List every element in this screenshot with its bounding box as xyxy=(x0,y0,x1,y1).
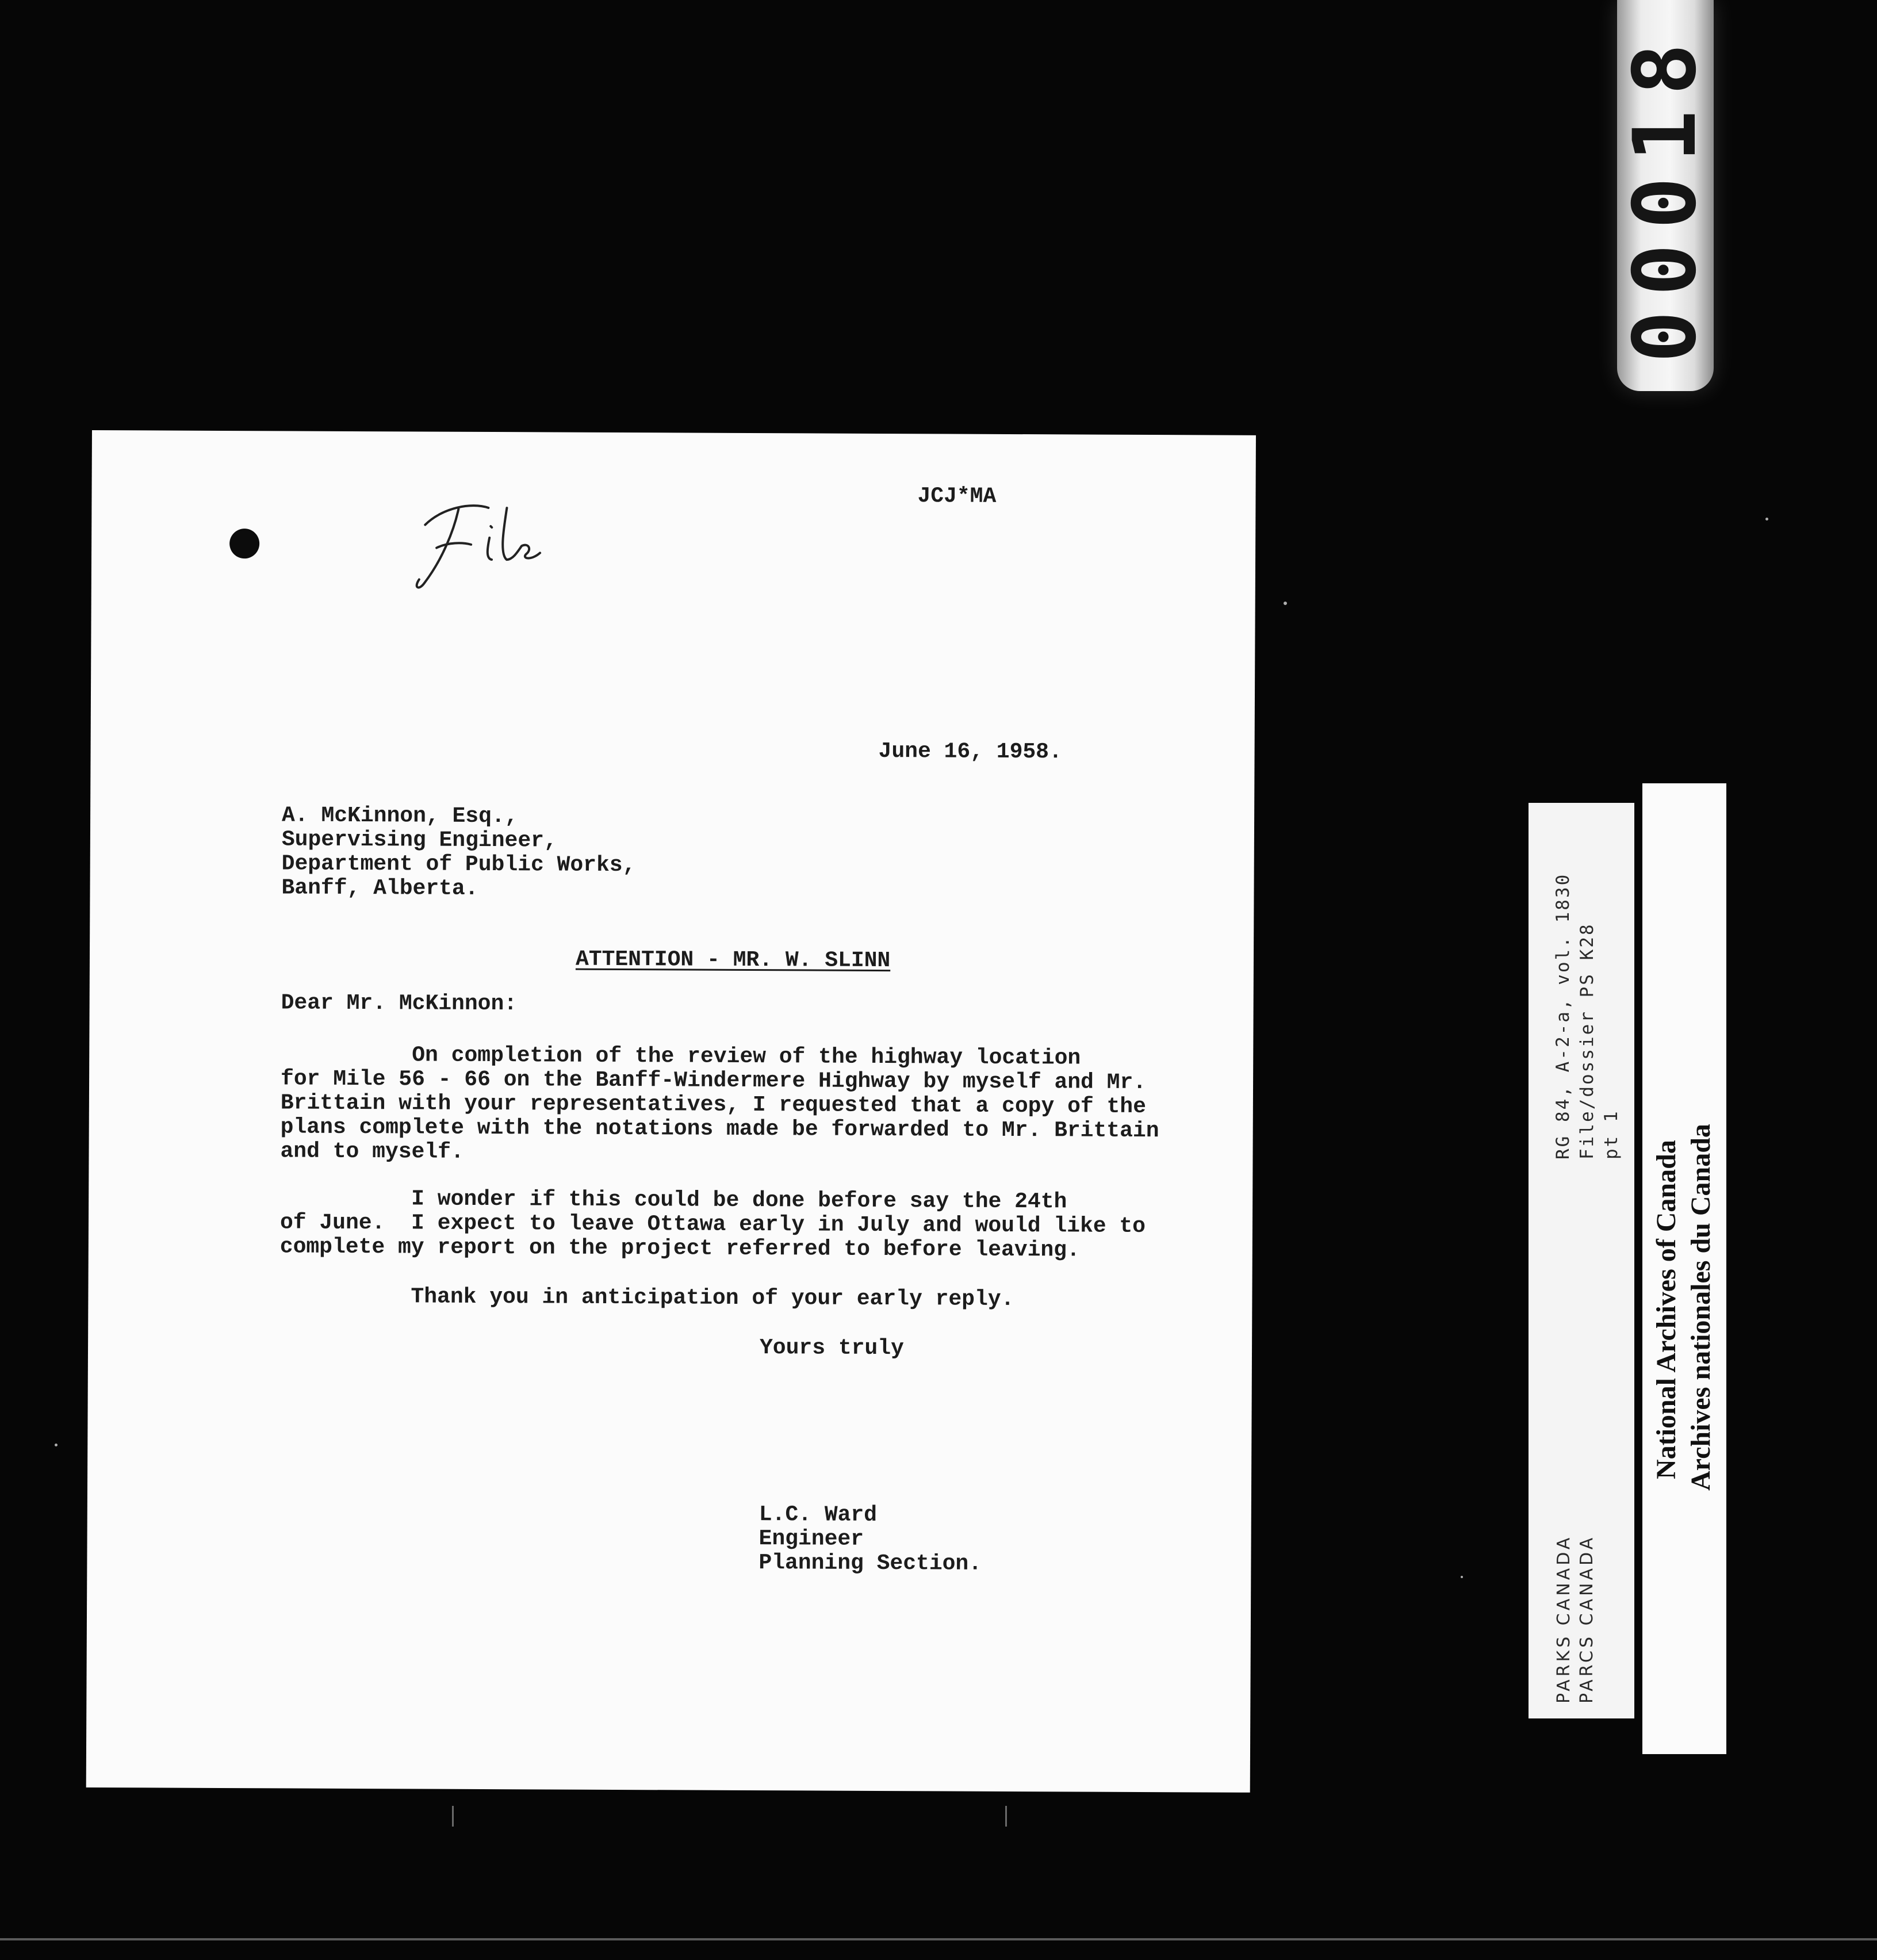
national-archives-label xyxy=(1642,783,1726,1754)
dust-speck xyxy=(1461,1576,1463,1578)
parks-canada-label xyxy=(1529,803,1634,1718)
attention-line: ATTENTION - MR. W. SLINN xyxy=(575,947,891,974)
recipient-line: Department of Public Works, xyxy=(281,851,636,878)
body-line: and to myself. xyxy=(280,1139,464,1165)
recipient-line: A. McKinnon, Esq., xyxy=(281,803,518,829)
reference-initials: JCJ*MA xyxy=(917,484,997,509)
hole-punch-mark xyxy=(229,529,259,558)
recipient-line: Banff, Alberta. xyxy=(281,875,478,901)
archives-nationales-name: Archives nationales du Canada xyxy=(1686,1124,1716,1491)
archive-reference: RG 84, A-2-a, vol. 1830 xyxy=(1553,872,1573,1159)
archive-reference: File/dossier PS K28 xyxy=(1577,922,1598,1159)
frame-number-strip xyxy=(1617,0,1714,391)
body-line: for Mile 56 - 66 on the Banff-Windermere Highway by myself and Mr. xyxy=(280,1066,1147,1096)
body-line: of June. I expect to leave Ottawa early in July and would like to xyxy=(279,1210,1146,1239)
body-line: On completion of the review of the highway location xyxy=(281,1042,1081,1071)
body-line: plans complete with the notations made be forwarded to Mr. Brittain xyxy=(280,1115,1159,1144)
body-line: Thank you in anticipation of your early reply. xyxy=(279,1284,1014,1312)
letter-page xyxy=(86,430,1256,1793)
parks-canada-name: PARKS CANADA xyxy=(1554,1534,1574,1703)
signature-line: L.C. Ward xyxy=(759,1502,878,1528)
dust-speck xyxy=(1284,602,1287,605)
letter-date: June 16, 1958. xyxy=(878,738,1062,765)
salutation: Dear Mr. McKinnon: xyxy=(281,990,518,1017)
film-edge-line xyxy=(0,1938,1877,1940)
closing: Yours truly xyxy=(759,1335,904,1361)
parcs-canada-name: PARCS CANADA xyxy=(1577,1534,1597,1703)
handwritten-file-annotation xyxy=(356,484,587,600)
archive-reference: pt 1 xyxy=(1601,1109,1622,1159)
national-archives-name: National Archives of Canada xyxy=(1651,1140,1681,1479)
signature-line: Engineer xyxy=(759,1526,864,1552)
signature-line: Planning Section. xyxy=(759,1551,982,1576)
frame-number: 00018 xyxy=(1615,28,1715,363)
body-line: complete my report on the project referred to before leaving. xyxy=(279,1234,1080,1263)
film-tick xyxy=(1005,1806,1007,1827)
film-tick xyxy=(452,1806,454,1827)
dust-speck xyxy=(1765,518,1768,520)
body-line: Brittain with your representatives, I requested that a copy of the xyxy=(280,1090,1147,1120)
recipient-line: Supervising Engineer, xyxy=(281,827,557,853)
dust-speck xyxy=(55,1444,58,1446)
body-line: I wonder if this could be done before say the 24th xyxy=(280,1186,1067,1215)
